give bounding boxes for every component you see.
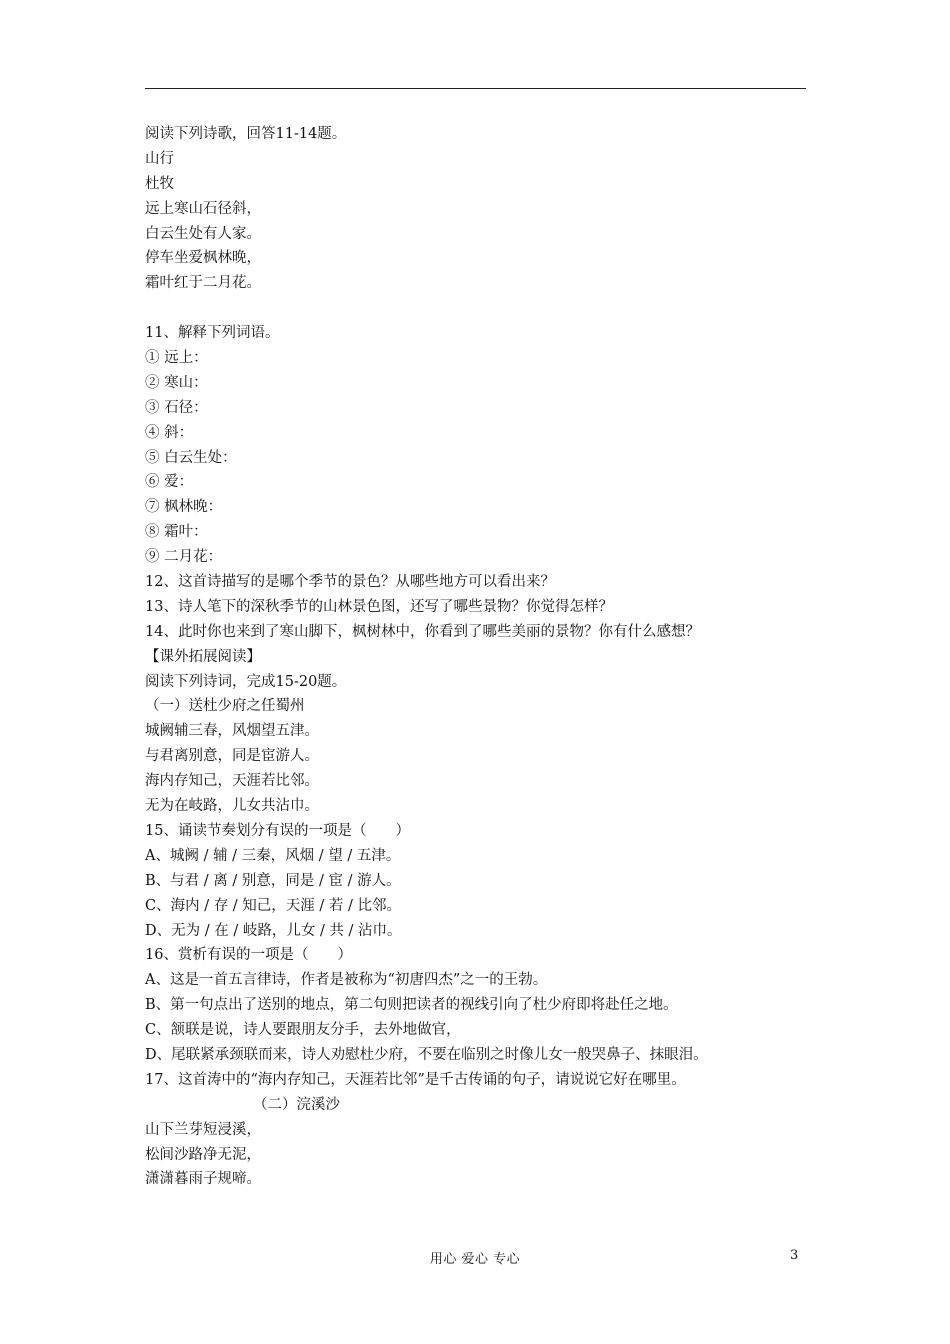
question-11: 11、解释下列词语。	[145, 325, 280, 342]
option-15-d: D、无为 / 在 / 岐路，儿女 / 共 / 沾巾。	[145, 922, 402, 939]
term-8: ⑧ 霜叶：	[145, 524, 208, 541]
poem-title-shanxing: 山行	[145, 150, 174, 167]
question-17: 17、这首涛中的“海内存知己，天涯若比邻”是千古传诵的句子，请说说它好在哪里。	[145, 1071, 686, 1088]
option-15-a: A、城阙 / 辅 / 三秦，风烟 / 望 / 五津。	[145, 847, 401, 864]
option-16-b: B、第一句点出了送别的地点，第二句则把读者的视线引向了杜少府即将赴任之地。	[145, 997, 678, 1014]
poem-title-songdushaofu: （一）送杜少府之任蜀州	[145, 698, 305, 715]
option-16-d: D、尾联紧承颈联而来，诗人劝慰杜少府，不要在临别之时像儿女一般哭鼻子、抹眼泪。	[145, 1046, 708, 1063]
page-number: 3	[790, 1248, 799, 1263]
section-heading-extended-reading: 【课外拓展阅读】	[145, 648, 261, 665]
footer-motto: 用心 爱心 专心	[429, 1252, 521, 1267]
instruction-11-14: 阅读下列诗歌，回答11-14题。	[145, 126, 347, 142]
poem-author: 杜牧	[145, 175, 174, 192]
poem2-line-3: 海内存知己，天涯若比邻。	[145, 773, 319, 790]
poem2-line-2: 与君离别意，同是宦游人。	[145, 748, 319, 765]
header-rule	[145, 88, 806, 89]
term-9: ⑨ 二月花：	[145, 549, 223, 566]
question-14: 14、此时你也来到了寒山脚下，枫树林中，你看到了哪些美丽的景物？你有什么感想？	[145, 623, 700, 640]
term-7: ⑦ 枫林晚：	[145, 499, 223, 516]
poem3-line-3: 潇潇暮雨子规啼。	[145, 1171, 261, 1188]
blank-line	[145, 296, 825, 321]
question-13: 13、诗人笔下的深秋季节的山林景色图，还写了哪些景物？你觉得怎样？	[145, 598, 613, 615]
poem-line-3: 停车坐爱枫林晚，	[145, 250, 261, 267]
term-5: ⑤ 白云生处：	[145, 449, 237, 466]
poem2-line-4: 无为在岐路，儿女共沾巾。	[145, 798, 319, 815]
poem3-line-2: 松间沙路净无泥，	[145, 1146, 261, 1163]
instruction-15-20: 阅读下列诗词，完成15-20题。	[145, 673, 347, 690]
poem-title-huanxisha: （二）浣溪沙	[253, 1096, 340, 1113]
option-15-c: C、海内 / 存 / 知己，天涯 / 若 / 比邻。	[145, 897, 402, 914]
poem-line-2: 白云生处有人家。	[145, 225, 261, 242]
term-1: ① 远上：	[145, 350, 208, 367]
question-16: 16、赏析有误的一项是（ ）	[145, 947, 352, 964]
term-6: ⑥ 爱：	[145, 474, 194, 491]
option-15-b: B、与君 / 离 / 别意，同是 / 宦 / 游人。	[145, 872, 401, 889]
term-3: ③ 石径：	[145, 399, 208, 416]
poem-line-1: 远上寒山石径斜，	[145, 200, 261, 217]
option-16-c: C、颔联是说，诗人要跟朋友分手，去外地做官，	[145, 1022, 461, 1039]
document-body	[145, 122, 825, 1192]
term-2: ② 寒山：	[145, 374, 208, 391]
question-15: 15、诵读节奏划分有误的一项是（ ）	[145, 822, 410, 839]
poem3-line-1: 山下兰芽短浸溪，	[145, 1121, 261, 1138]
poem2-line-1: 城阙辅三春，风烟望五津。	[145, 723, 319, 740]
term-4: ④ 斜：	[145, 424, 194, 441]
question-12: 12、这首诗描写的是哪个季节的景色？从哪些地方可以看出来？	[145, 574, 555, 591]
poem-line-4: 霜叶红于二月花。	[145, 275, 261, 292]
option-16-a: A、这是一首五言律诗，作者是被称为“初唐四杰”之一的王勃。	[145, 972, 548, 989]
